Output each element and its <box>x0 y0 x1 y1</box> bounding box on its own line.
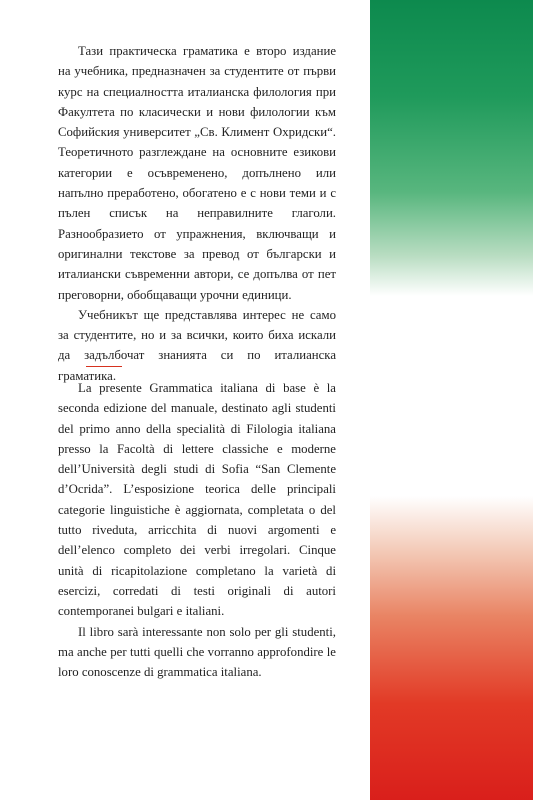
bulgarian-paragraph-2: Учебникът ще представлява интерес не само за студентите, но и за всички, които биха искали да задълбочат знанията си по италианска граматика. <box>58 307 336 383</box>
italian-flag-gradient-band <box>370 0 533 800</box>
bulgarian-paragraph-1: Тази практическа граматика е второ издание на учебника, предназначен за студентите от първи курс на специалността италианска филология при Факултета по класически и нови филологии към Софийския университет „Св. Климент Охридски“. Теоретичното разглеждане на основните езикови категории е осъвременено, допълнено или напълно преработено, обогатено е с нови теми и с пълен списък на неправилните глаголи. Разнообразието от упражнения, включващи и оригинални текстове за превод от български и италиански съвременни автори, се допълва от пет преговорни, обобщаващи урочни единици. <box>58 44 336 302</box>
section-divider <box>86 366 122 367</box>
italian-paragraph-1: La presente Grammatica italiana di base è la seconda edizione del manuale, destinato agli studenti del primo anno della specialità di Filologia italiana presso la Facoltà di lettere classiche e moderne dell’Università degli studi di Sofia “San Clemente d’Ocrida”. L’esposizione teorica delle principali categorie linguistiche è aggiornata, completata o del tutto riveduta, arricchita di nuovi argomenti e dell’elenco completo dei verbi irregolari. Cinque unità di ricapitolazione completano la varietà di esercizi, corredati di testi originali di autori contemporanei bulgari e italiani. <box>58 381 336 619</box>
italian-description <box>58 378 336 682</box>
italian-paragraph-2: Il libro sarà interessante non solo per gli studenti, ma anche per tutti quelli che vorranno approfondire le loro conoscenze di grammatica italiana. <box>58 624 336 680</box>
bulgarian-description <box>58 41 336 386</box>
